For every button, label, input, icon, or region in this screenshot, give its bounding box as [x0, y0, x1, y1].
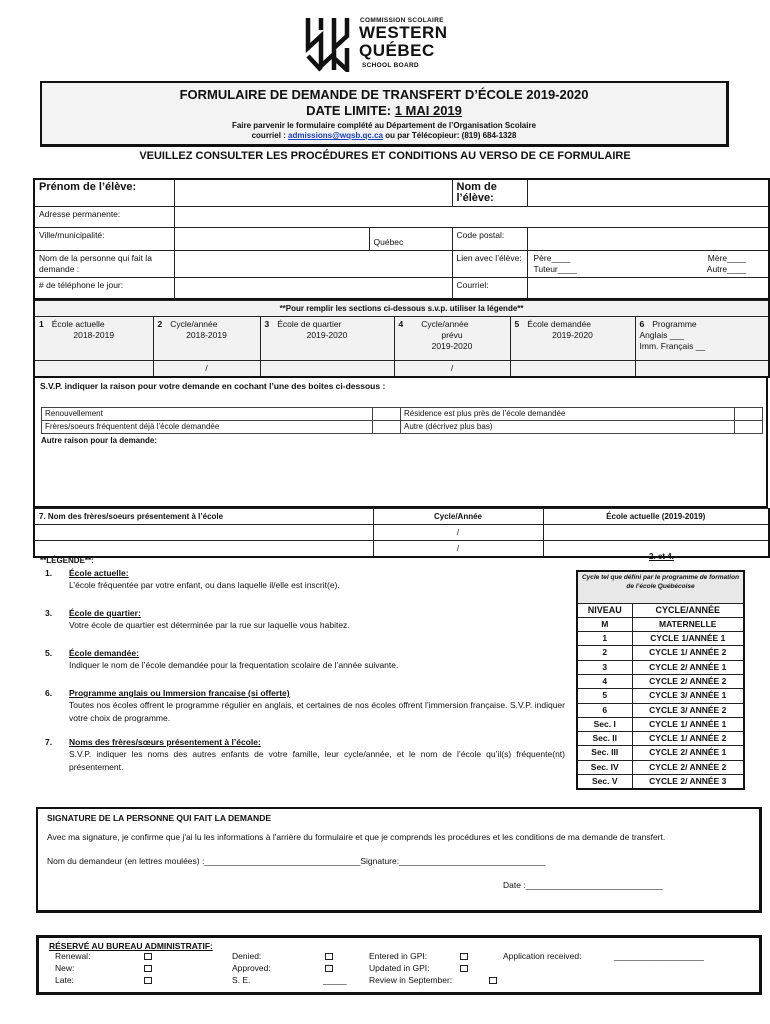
wq-monogram-icon	[303, 14, 357, 72]
legend-title: **LÉGENDE**:	[40, 556, 94, 565]
col-requested-school: 5 École demandée 2019-2020	[510, 316, 635, 360]
col-program: 6 Programme Anglais ___ Imm. Français __	[635, 316, 769, 360]
signature-section	[36, 807, 762, 913]
logo-line-4: SCHOOL BOARD	[362, 62, 419, 69]
reason-renewal-checkbox[interactable]	[373, 407, 401, 420]
admin-title: RÉSERVÉ AU BUREAU ADMINISTRATIF:	[49, 941, 213, 951]
relation-label: Lien avec l’élève:	[452, 251, 527, 278]
relation-other[interactable]: Autre____	[706, 264, 747, 274]
current-school-field[interactable]	[34, 360, 153, 377]
approved-checkbox[interactable]	[325, 965, 333, 972]
deadline-value: 1 MAI 2019	[394, 103, 462, 118]
city-field[interactable]	[174, 228, 369, 251]
neighbourhood-school-field[interactable]	[260, 360, 394, 377]
admin-row-3	[49, 975, 749, 987]
deadline	[42, 103, 726, 118]
reason-siblings-checkbox[interactable]	[373, 420, 401, 433]
city-label: Ville/municipalité:	[34, 228, 174, 251]
cycle-table-ref: 2. et 4.	[649, 552, 674, 561]
deadline-label: DATE LIMITE:	[306, 103, 395, 118]
logo-line-1: COMMISSION SCOLAIRE	[360, 17, 444, 24]
relation-options	[527, 251, 769, 278]
renewal-checkbox[interactable]	[144, 953, 152, 960]
reason-other-checkbox[interactable]	[735, 420, 763, 433]
legend-item: 1. École actuelle: L’école fréquentée par votre enfant, ou dans laquelle il/elle est inscrit(e).	[45, 568, 340, 590]
late-label: Late:	[55, 975, 74, 985]
denied-checkbox[interactable]	[325, 953, 333, 960]
sibling-1-school[interactable]	[543, 524, 769, 540]
entered-gpi-label: Entered in GPI:	[369, 951, 428, 961]
table-row: 1 CYCLE 1/ANNÉE 1	[577, 632, 744, 646]
table-row: Sec. V CYCLE 2/ ANNÉE 3	[577, 775, 744, 790]
new-checkbox[interactable]	[144, 965, 152, 972]
late-checkbox[interactable]	[144, 977, 152, 984]
reason-other-label: Autre (décrivez plus bas)	[401, 420, 735, 433]
logo-line-2: WESTERN	[359, 23, 448, 42]
col-planned-cycle: 4 Cycle/année prévu 2019-2020	[394, 316, 510, 360]
table-row: Sec. IV CYCLE 2/ ANNÉE 2	[577, 760, 744, 774]
table-row	[34, 524, 769, 540]
student-info-table	[33, 178, 770, 300]
siblings-table	[33, 508, 770, 558]
program-field[interactable]	[635, 360, 769, 377]
se-label: S. E.	[232, 975, 251, 985]
col-current-cycle: 2 Cycle/année 2018-2019	[153, 316, 260, 360]
legend-item: 7. Noms des frères/sœurs présentement à l’école: S.V.P. indiquer les noms des autres enfants de votre famille, leur cycle/année, et le nom de l’école qu’il(s) fréquente(nt) présentement.	[45, 737, 565, 772]
program-english[interactable]: Anglais ___	[639, 329, 684, 340]
postal-code-label: Code postal:	[452, 228, 527, 251]
reason-renewal-label: Renouvellement	[42, 407, 373, 420]
table-row: 4 CYCLE 2/ ANNÉE 2	[577, 674, 744, 688]
sibling-1-name[interactable]	[34, 524, 373, 540]
requester-name-field[interactable]: _________________________________	[204, 856, 361, 866]
table-row: M MATERNELLE	[577, 617, 744, 631]
siblings-cycle-header: Cycle/Année	[373, 508, 543, 524]
admin-row-2	[49, 963, 749, 975]
reason-title: S.V.P. indiquer la raison pour votre demande en cochant l’une des boites ci-dessous :	[40, 380, 386, 391]
email-link[interactable]: admissions@wqsb.qc.ca	[288, 131, 383, 140]
relation-mother[interactable]: Mère____	[707, 253, 747, 263]
table-row: 5 CYCLE 3/ ANNÉE 1	[577, 689, 744, 703]
current-cycle-field[interactable]: /	[153, 360, 260, 377]
planned-cycle-field[interactable]: /	[394, 360, 510, 377]
admin-section	[36, 935, 762, 995]
requester-label: Nom de la personne qui fait la demande :	[34, 251, 174, 278]
province-value: Québec	[369, 228, 452, 251]
new-label: New:	[55, 963, 75, 973]
signature-field[interactable]: _______________________________	[399, 856, 546, 866]
school-legend-table	[33, 300, 770, 378]
cycle-table-caption: Cycle tel que défini par le programme de formation de l’école Québécoise	[577, 571, 744, 603]
last-name-field[interactable]	[527, 179, 769, 207]
legend-item: 5. École demandée: Indiquer le nom de l’école demandée pour la frequentation scolaire de l’année suivante.	[45, 648, 399, 670]
fax-text: ou par Télécopieur: (819) 684-1328	[383, 131, 517, 140]
program-french-immersion[interactable]: Imm. Français __	[639, 340, 706, 351]
table-row: Sec. II CYCLE 1/ ANNÉE 2	[577, 732, 744, 746]
admin-row-1	[49, 951, 749, 963]
table-row: Sec. III CYCLE 2/ ANNÉE 1	[577, 746, 744, 760]
signature-name-row	[47, 856, 750, 866]
first-name-label: Prénom de l’élève:	[34, 179, 174, 207]
phone-label: # de téléphone le jour:	[34, 278, 174, 299]
denied-label: Denied:	[232, 951, 262, 961]
relation-father[interactable]: Père____	[533, 253, 571, 263]
application-received-label: Application received:	[503, 951, 582, 961]
reason-residence-label: Résidence est plus près de l’école demandée	[401, 407, 735, 420]
col-current-school: 1 École actuelle 2018-2019	[34, 316, 153, 360]
form-header	[40, 81, 729, 147]
logo-line-3: QUÉBEC	[359, 41, 435, 60]
consult-notice: VEUILLEZ CONSULTER LES PROCÉDURES ET CONDITIONS AU VERSO DE CE FORMULAIRE	[139, 150, 631, 162]
reason-options-table	[41, 407, 763, 434]
submission-instructions: Faire parvenir le formulaire complété au Département de l’Organisation Scolaire	[231, 121, 537, 130]
approved-label: Approved:	[232, 963, 271, 973]
reason-residence-checkbox[interactable]	[735, 407, 763, 420]
relation-guardian[interactable]: Tuteur____	[533, 264, 577, 274]
email-label: Courriel:	[452, 278, 527, 299]
siblings-school-header: École actuelle (2019-2019)	[543, 508, 769, 524]
form-title: FORMULAIRE DE DEMANDE DE TRANSFERT D’ÉCOLE 2019-2020	[179, 87, 589, 102]
transfer-form	[33, 178, 768, 558]
date-label: Date :	[503, 880, 526, 890]
last-name-label: Nom de l’élève:	[452, 179, 527, 207]
signature-date-row	[47, 880, 750, 890]
reason-siblings-label: Frères/soeurs fréquentent déjà l’école demandée	[42, 420, 373, 433]
other-reason-field[interactable]	[41, 450, 761, 502]
sibling-1-cycle[interactable]: /	[373, 524, 543, 540]
review-september-label: Review in September:	[369, 975, 453, 985]
address-field[interactable]	[174, 207, 769, 228]
renewal-label: Renewal:	[55, 951, 91, 961]
reason-section	[33, 378, 768, 508]
signature-label: Signature:	[360, 856, 400, 866]
requested-school-field[interactable]	[510, 360, 635, 377]
legend-instruction: **Pour remplir les sections ci-dessous s.v.p. utiliser la légende**	[34, 300, 769, 316]
sibling-2-name[interactable]	[34, 540, 373, 557]
phone-field[interactable]	[174, 278, 452, 299]
siblings-name-header: 7. Nom des frères/soeurs présentement à l’école	[34, 508, 373, 524]
legend-item: 6. Programme anglais ou Immersion francaise (si offerte) Toutes nos écoles offrent le programme régulier en anglais, et certaines de nos écoles offrent l’immersion française. S.V.P. indiquer votre choix de programme.	[45, 688, 565, 723]
contact-line	[42, 131, 726, 140]
school-board-logo	[303, 14, 483, 72]
application-received-field[interactable]: ___________________	[614, 951, 704, 961]
updated-gpi-label: Updated in GPI:	[369, 963, 430, 973]
email-field[interactable]	[527, 278, 769, 299]
table-row: 3 CYCLE 2/ ANNÉE 1	[577, 660, 744, 674]
legend-section	[40, 556, 565, 774]
requester-name-label: Nom du demandeur (en lettres moulées) :	[47, 856, 205, 866]
cycle-table	[576, 570, 745, 790]
table-row: 2 CYCLE 1/ ANNÉE 2	[577, 646, 744, 660]
date-field[interactable]: _____________________________	[525, 880, 663, 890]
review-september-checkbox[interactable]	[489, 977, 497, 984]
entered-gpi-checkbox[interactable]	[460, 953, 468, 960]
email-prefix: courriel :	[251, 131, 289, 140]
signature-title: SIGNATURE DE LA PERSONNE QUI FAIT LA DEMANDE	[47, 813, 272, 823]
table-row: 6 CYCLE 3/ ANNÉE 2	[577, 703, 744, 717]
address-label: Adresse permanente:	[34, 207, 174, 228]
level-header: NIVEAU	[577, 603, 632, 617]
sibling-2-cycle[interactable]: /	[373, 540, 543, 557]
col-neighbourhood-school: 3 École de quartier 2019-2020	[260, 316, 394, 360]
other-reason-label: Autre raison pour la demande:	[41, 435, 158, 445]
legend-item: 3. École de quartier: Votre école de quartier est déterminée par la rue sur laquelle vous habitez.	[45, 608, 350, 630]
first-name-field[interactable]	[174, 179, 452, 207]
se-field[interactable]: _____	[323, 975, 347, 985]
cycle-header: CYCLE/ANNÉE	[632, 603, 744, 617]
postal-code-field[interactable]	[527, 228, 769, 251]
signature-declaration: Avec ma signature, je confirme que j'ai lu les informations à l'arrière du formulaire et que je comprends les procédures et les conditions de ma demande de transfert.	[47, 832, 666, 842]
table-row: Sec. I CYCLE 1/ ANNÉE 1	[577, 717, 744, 731]
requester-field[interactable]	[174, 251, 452, 278]
updated-gpi-checkbox[interactable]	[460, 965, 468, 972]
